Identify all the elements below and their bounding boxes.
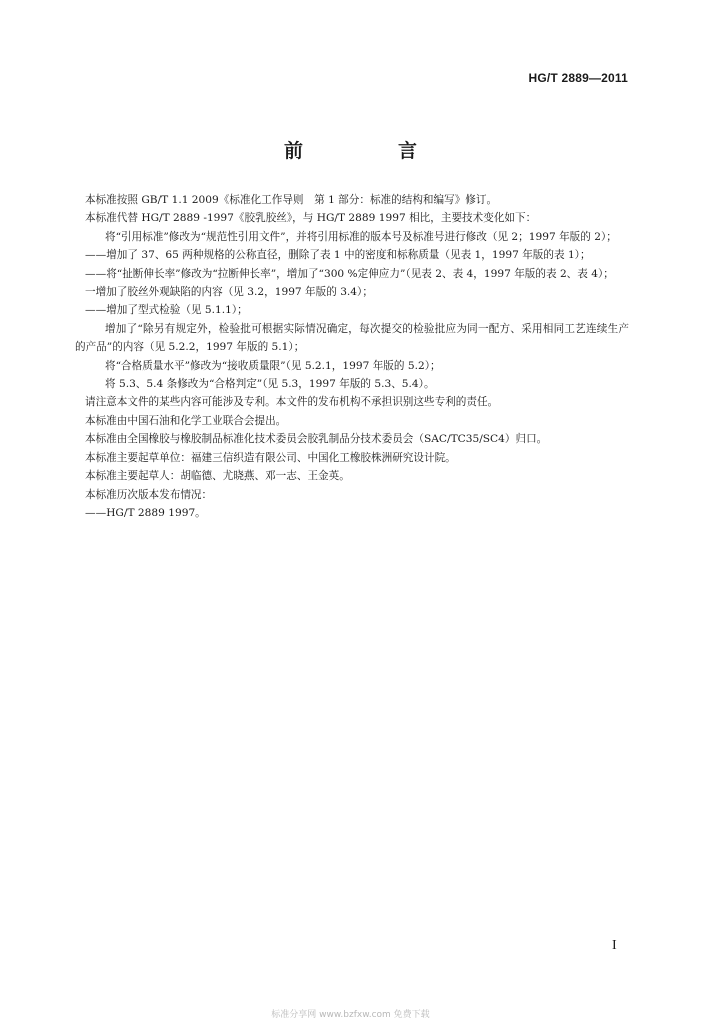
paragraph: 本标准按照 GB/T 1.1 2009《标准化工作导则 第 1 部分：标准的结构和编写》修订。 [85,194,498,206]
standard-code: HG/T 2889—2011 [528,71,628,85]
paragraph: 本标准由中国石油和化学工业联合会提出。 [85,414,287,427]
paragraph: 本标准主要起草单位：福建三信织造有限公司、中国化工橡胶株洲研究设计院。 [85,451,456,464]
paragraph: 请注意本文件的某些内容可能涉及专利。本文件的发布机构不承担识别这些专利的责任。 [85,396,499,409]
page-number: I [612,938,617,953]
foreword-body [75,191,629,522]
paragraph: 增加了“除另有规定外，检验批可根据实际情况确定，每次提交的检验批应为同一配方、采用相同工艺连续生产的产品”的内容（见 5.2.2，1997 年版的 5.1）； [75,322,629,354]
paragraph: ——增加了型式检验（见 5.1.1）； [85,304,248,317]
paragraph: 本标准代替 HG/T 2889 -1997《胶乳胶丝》，与 HG/T 2889 1997 相比，主要技术变化如下： [85,212,537,225]
paragraph: 将“引用标准”修改为“规范性引用文件”，并将引用标准的版本号及标准号进行修改（见 2；1997 年版的 2）； [105,230,617,243]
paragraph: 本标准主要起草人：胡临德、尤晓燕、邓一志、王金英。 [85,470,350,483]
paragraph: 一增加了胶丝外观缺陷的内容（见 3.2，1997 年版的 3.4）； [85,286,373,299]
paragraph: 将 5.3、5.4 条修改为“合格判定”（见 5.3，1997 年版的 5.3、5.4）。 [105,378,435,391]
watermark: 标准分享网 www.bzfxw.com 免费下载 [271,1010,430,1020]
paragraph: ——将“扯断伸长率”修改为“拉断伸长率”，增加了“300 %定伸应力”（见表 2、表 4，1997 年版的表 2、表 4）； [85,267,614,280]
paragraph: ——HG/T 2889 1997。 [85,506,206,519]
paragraph: 本标准由全国橡胶与橡胶制品标准化技术委员会胶乳制品分技术委员会（SAC/TC35/SC4）归口。 [85,433,548,446]
paragraph: 将“合格质量水平”修改为“接收质量限”（见 5.2.1，1997 年版的 5.2）； [105,359,441,372]
page-title: 前 言 [283,140,455,162]
paragraph: ——增加了 37、65 两种规格的公称直径，删除了表 1 中的密度和标称质量（见表 1，1997 年版的表 1）； [85,249,591,262]
paragraph: 本标准历次版本发布情况： [85,488,213,501]
